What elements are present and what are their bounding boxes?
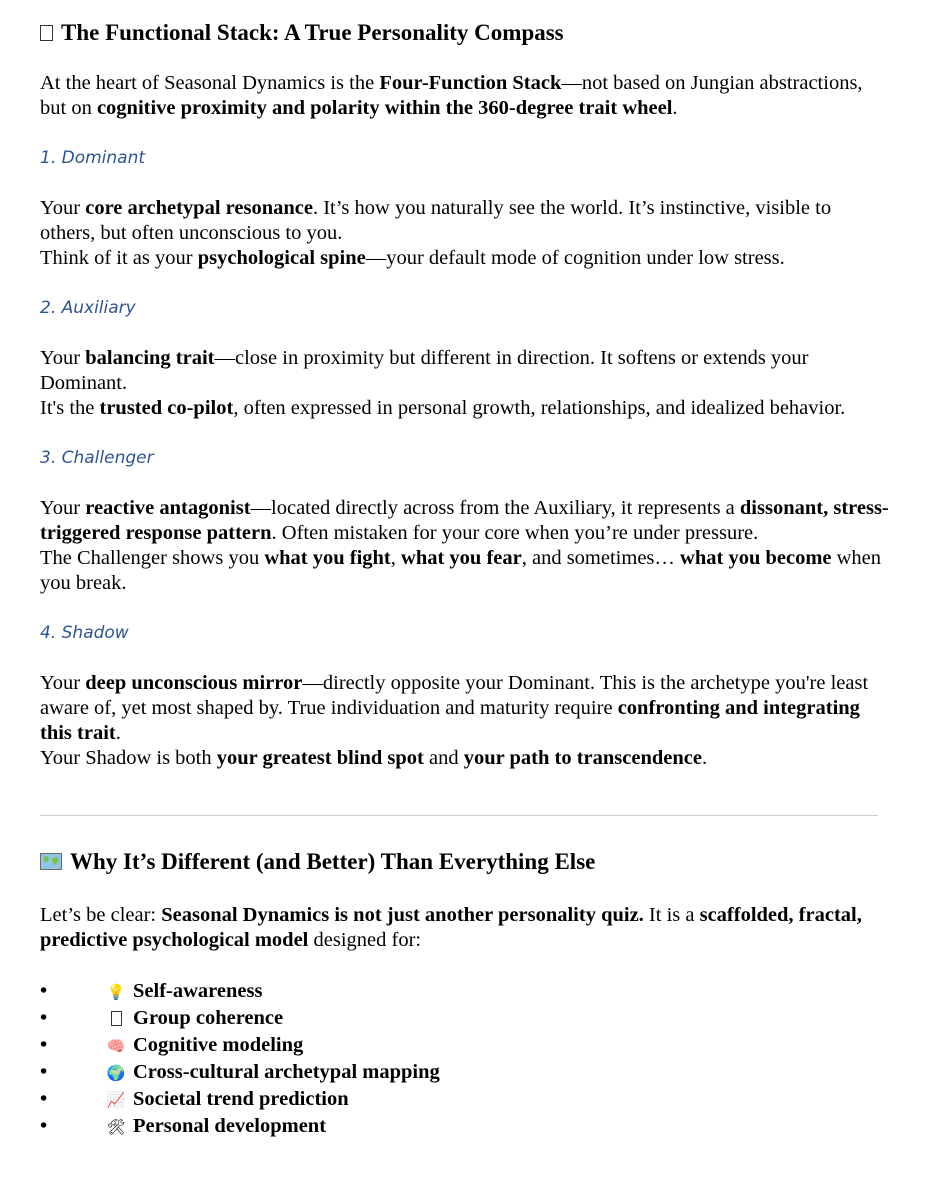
section-divider xyxy=(40,815,878,816)
challenger-paragraph: Your reactive antagonist—located directly across from the Auxiliary, it represents a dissonant, stress-triggered response pattern. Often mistaken for your core when you’re under pressure. The Challenger shows you what you fight, what you fear, and sometimes… what you become when you break. xyxy=(40,497,889,594)
list-item: • 🌍 Cross-cultural archetypal mapping xyxy=(73,1059,890,1086)
tools-icon: 🛠 xyxy=(106,1118,126,1136)
section-title-functional-stack: The Functional Stack: A True Personality Compass xyxy=(40,18,890,48)
why-intro-paragraph: Let’s be clear: Seasonal Dynamics is not just another personality quiz. It is a scaffolded, fractal, predictive psychological model designed for: xyxy=(40,904,862,951)
list-item: • 💡 Self-awareness xyxy=(73,978,890,1005)
globe-icon: 🌍 xyxy=(106,1064,126,1082)
function-heading-shadow: 4. Shadow xyxy=(40,623,129,643)
intro-paragraph: At the heart of Seasonal Dynamics is the Four-Function Stack—not based on Jungian abstractions, but on cognitive proximity and polarity within the 360-degree trait wheel. xyxy=(40,72,863,119)
features-list xyxy=(40,978,890,1140)
list-item: • 🛠 Personal development xyxy=(73,1113,890,1140)
chart-increasing-icon: 📈 xyxy=(106,1091,126,1109)
section-title-why-different: Why It’s Different (and Better) Than Everything Else xyxy=(40,847,890,877)
list-item: • Group coherence xyxy=(73,1005,890,1032)
brain-icon: 🧠 xyxy=(106,1037,126,1055)
function-heading-challenger: 3. Challenger xyxy=(40,448,154,468)
missing-glyph-icon xyxy=(105,1006,127,1033)
function-heading-dominant: 1. Dominant xyxy=(40,148,146,168)
lightbulb-icon: 💡 xyxy=(106,983,126,1001)
dominant-paragraph: Your core archetypal resonance. It’s how you naturally see the world. It’s instinctive, visible to others, but often unconscious to you. Think of it as your psychological spine—your default mode of cognition under low stress. xyxy=(40,197,832,269)
list-item: • 🧠 Cognitive modeling xyxy=(73,1032,890,1059)
missing-glyph-icon xyxy=(40,25,53,41)
world-map-icon xyxy=(40,853,62,870)
function-heading-auxiliary: 2. Auxiliary xyxy=(40,298,136,318)
list-item: • 📈 Societal trend prediction xyxy=(73,1086,890,1113)
auxiliary-paragraph: Your balancing trait—close in proximity but different in direction. It softens or extends your Dominant. It's the trusted co-pilot, often expressed in personal growth, relationships, and idealized behavior. xyxy=(40,347,846,419)
shadow-paragraph: Your deep unconscious mirror—directly opposite your Dominant. This is the archetype you're least aware of, yet most shaped by. True individuation and maturity require confronting and integrating this trait. Your Shadow is both your greatest blind spot and your path to transcendence. xyxy=(40,672,869,769)
